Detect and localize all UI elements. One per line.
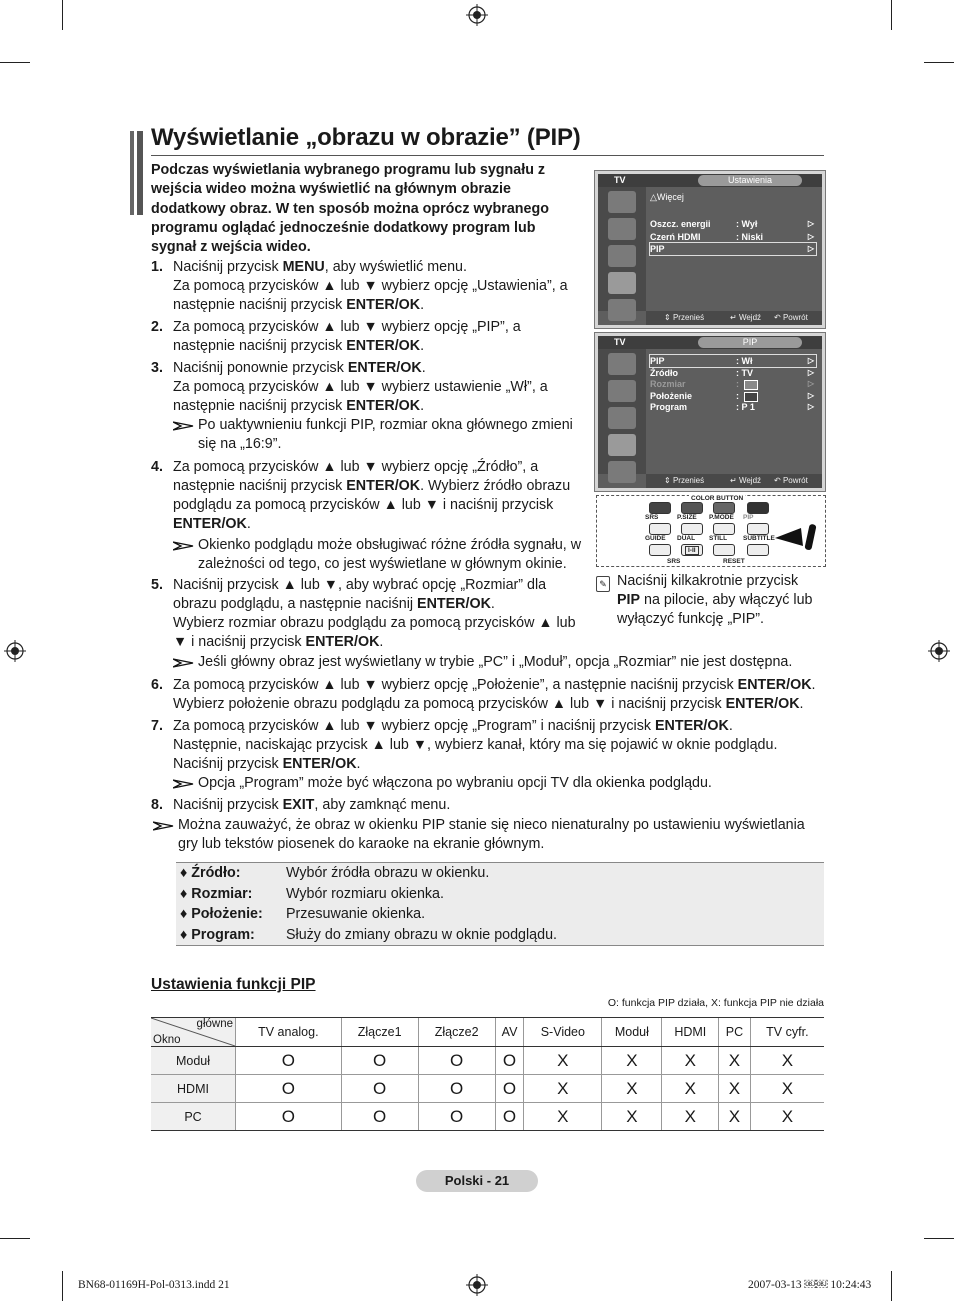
definition-key: ♦ Program: — [180, 926, 255, 943]
osd-pip-screen — [594, 332, 826, 492]
chevron-right-icon: ▷ — [807, 231, 814, 241]
table-cell: X — [524, 1075, 602, 1103]
table-column-header: Złącze2 — [418, 1018, 495, 1047]
osd-menu-row[interactable] — [650, 367, 816, 379]
corner-top-label: główne — [196, 1018, 233, 1030]
table-cell: X — [602, 1103, 662, 1131]
table-column-header: Złącze1 — [341, 1018, 418, 1047]
note-text: Jeśli główny obraz jest wyświetlany w trybie „PC” i „Moduł”, opcja „Rozmiar” nie jest dostępna. — [198, 654, 793, 670]
step-number: 7. — [151, 718, 163, 734]
osd-menu-row[interactable] — [650, 401, 816, 413]
remote-button-label: PIP — [743, 514, 754, 521]
table-cell: O — [236, 1103, 342, 1131]
channel-icon — [608, 245, 636, 267]
table-cell: X — [524, 1103, 602, 1131]
remote-button — [713, 544, 735, 556]
crop-mark — [891, 0, 892, 30]
remote-button — [649, 523, 671, 535]
table-column-header: PC — [719, 1018, 751, 1047]
crop-mark — [0, 62, 30, 63]
step-text: Naciśnij przycisk MENU, aby wyświetlić menu. Za pomocą przycisków ▲ lub ▼ wybierz opcję „Ustawienia”, a następnie naciśnij przycisk ENTER/OK. — [173, 259, 568, 313]
osd-header — [598, 174, 822, 187]
page-title: Wyświetlanie „obrazu w obrazie” (PIP) — [151, 124, 581, 151]
step-number: 3. — [151, 360, 163, 376]
osd-move-label: Przenieś — [672, 313, 705, 322]
file-name: BN68-01169H-Pol-0313.indd 21 — [78, 1279, 230, 1291]
osd-row-value: : — [736, 390, 739, 401]
step-text: Za pomocą przycisków ▲ lub ▼ wybierz opcję „PIP”, a następnie naciśnij przycisk ENTER/OK. — [173, 319, 521, 354]
table-cell: X — [662, 1103, 719, 1131]
input-icon — [608, 461, 636, 483]
table-cell: X — [662, 1075, 719, 1103]
note-text: Można zauważyć, że obraz w okienku PIP stanie się nieco nienaturalny po ustawieniu wyświetlania gry lub tekstów piosenek do karaoke na ekranie głównym. — [178, 817, 805, 852]
osd-header — [598, 336, 822, 349]
note-arrow-icon — [173, 417, 195, 436]
osd-back-label: Powrót — [782, 476, 808, 485]
osd-more-label: △Więcej — [650, 192, 684, 202]
remote-button — [713, 523, 735, 535]
osd-settings-screen — [594, 170, 826, 329]
note-arrow-icon — [173, 654, 195, 673]
table-row-header: Moduł — [151, 1047, 236, 1075]
table-cell: O — [418, 1075, 495, 1103]
step-text: Naciśnij ponownie przycisk ENTER/OK. Za pomocą przycisków ▲ lub ▼ wybierz ustawienie „Wł”, a następnie naciśnij przycisk ENTER/OK. — [173, 360, 548, 414]
table-subtitle: Ustawienia funkcji PIP — [151, 976, 316, 993]
picture-icon — [608, 353, 636, 375]
table-row-header: PC — [151, 1103, 236, 1131]
table-cell: O — [418, 1103, 495, 1131]
table-cell: O — [495, 1103, 524, 1131]
step-number: 5. — [151, 577, 163, 593]
color-button — [747, 502, 769, 514]
color-button-label: COLOR BUTTON — [691, 495, 744, 502]
intro-paragraph: Podczas wyświetlania wybranego programu lub sygnału z wejścia wideo można wyświetlić na głównym obrazie dodatkowy obraz. W ten sposób można oprócz wybranego programu oglądać jednocześnie dodatkowy program lub sygnał z wejścia wideo. — [151, 162, 549, 256]
pip-window-icon — [744, 392, 758, 402]
title-underline — [151, 155, 824, 156]
table-cell: X — [750, 1103, 824, 1131]
note-arrow-icon — [153, 817, 175, 836]
definition-text: Służy do zmiany obrazu w oknie podglądu. — [286, 926, 558, 943]
table-cell: O — [341, 1075, 418, 1103]
remote-bottom-label: RESET — [723, 558, 745, 565]
osd-row-value: : — [736, 379, 739, 389]
table-row — [151, 1075, 824, 1103]
title-accent-bar — [130, 131, 134, 215]
osd-row-value: : TV — [736, 367, 753, 378]
color-button — [649, 502, 671, 514]
osd-row-value: : P 1 — [736, 402, 755, 412]
pip-button-tip: Naciśnij kilkakrotnie przycisk PIP na pilocie, aby włączyć lub wyłączyć funkcję „PIP”. — [617, 573, 813, 627]
osd-enter-label: Wejdź — [738, 313, 762, 322]
table-cell: X — [602, 1075, 662, 1103]
definition-text: Wybór rozmiaru okienka. — [286, 885, 444, 902]
remote-button-label: SUBTITLE — [743, 535, 775, 542]
table-legend: O: funkcja PIP działa, X: funkcja PIP nie działa — [607, 997, 824, 1009]
remote-button-label: DUAL — [677, 535, 696, 542]
definition-text: Wybór źródła obrazu w okienku. — [286, 865, 490, 881]
table-column-header: HDMI — [662, 1018, 719, 1047]
remote-control-illustration — [596, 495, 826, 567]
note-text: Po uaktywnieniu funkcji PIP, rozmiar okna głównego zmieni się na „16:9”. — [198, 417, 573, 452]
chevron-right-icon: ▷ — [807, 367, 814, 377]
osd-tab-title: Ustawienia — [698, 175, 802, 186]
pointing-hand-icon — [775, 524, 821, 552]
pip-support-table — [151, 1017, 824, 1131]
definition-key: ♦ Rozmiar: — [180, 885, 253, 902]
crop-mark — [891, 1271, 892, 1301]
step-number: 8. — [151, 797, 163, 813]
table-cell: X — [602, 1047, 662, 1075]
osd-sidebar — [598, 349, 646, 474]
dual-symbol: I-II — [685, 546, 699, 555]
osd-row-label: Oszcz. energii — [650, 219, 711, 229]
remote-button-label: GUIDE — [645, 535, 666, 542]
remote-button — [649, 544, 671, 556]
remote-button — [747, 544, 769, 556]
table-cell: X — [662, 1047, 719, 1075]
definitions-box — [176, 862, 824, 946]
osd-row-value: : Niski — [736, 231, 764, 242]
print-date: 2007-03-13 ￼￼ 10:24:43 — [748, 1279, 872, 1291]
chevron-right-icon: ▷ — [807, 219, 814, 228]
step-text: Naciśnij przycisk ▲ lub ▼, aby wybrać opcję „Rozmiar” dla obrazu podglądu, a następnie naciśnij ENTER/OK. Wybierz rozmiar obrazu podglądu za pomocą przycisków ▲ lub ▼ i naciśnij przycisk ENTER/OK. — [173, 577, 576, 650]
osd-row-label: Źródło — [650, 367, 678, 378]
osd-tv-label: TV — [614, 337, 626, 347]
table-row — [151, 1103, 824, 1131]
input-icon — [608, 299, 636, 321]
remote-button-label: P.SIZE — [677, 514, 697, 521]
osd-footer: ⇕ Przenieś ↵ Wejdź ↶ Powrót — [646, 311, 822, 325]
registration-mark-icon — [466, 1274, 488, 1296]
step-number: 4. — [151, 459, 163, 475]
osd-menu-row[interactable] — [650, 355, 816, 367]
osd-enter-label: Wejdź — [738, 476, 762, 485]
note-text: Okienko podglądu może obsługiwać różne źródła sygnału, w zależności od tego, co jest wyświetlane w głównym okinie. — [198, 537, 582, 572]
remote-bottom-label: SRS — [667, 558, 681, 565]
osd-menu-row[interactable] — [650, 243, 816, 255]
registration-mark-icon — [4, 640, 26, 662]
table-column-header: TV cyfr. — [750, 1018, 824, 1047]
osd-row-label: Rozmiar — [650, 379, 686, 389]
crop-mark — [62, 0, 63, 30]
table-cell: O — [495, 1075, 524, 1103]
table-column-header: AV — [495, 1018, 524, 1047]
osd-tv-label: TV — [614, 175, 626, 185]
step-number: 2. — [151, 319, 163, 335]
chevron-right-icon: ▷ — [807, 379, 814, 388]
remote-button — [747, 523, 769, 535]
table-cell: X — [524, 1047, 602, 1075]
osd-back-label: Powrót — [782, 313, 808, 322]
remote-button — [681, 523, 703, 535]
chevron-right-icon: ▷ — [807, 356, 814, 365]
osd-row-label: Czerń HDMI — [650, 231, 701, 242]
osd-sidebar — [598, 187, 646, 311]
step-text: Za pomocą przycisków ▲ lub ▼ wybierz opcję „Położenie”, a następnie naciśnij przycisk ENTER/OK. Wybierz położenie obrazu podglądu za pomocą przycisków ▲ lub ▼ i naciśnij przycisk ENTER/OK. — [173, 677, 816, 712]
osd-row-label: PIP — [650, 356, 665, 366]
osd-move-label: Przenieś — [672, 476, 705, 485]
pip-window-icon — [744, 380, 758, 390]
note-icon: ✎ — [596, 576, 610, 592]
table-row — [151, 1047, 824, 1075]
step-text: Za pomocą przycisków ▲ lub ▼ wybierz opcję „Program” i naciśnij przycisk ENTER/OK. Następnie, naciskając przycisk ▲ lub ▼, wybierz kanał, który ma się pojawić w oknie podglądu. Naciśnij przycisk ENTER/OK. — [173, 718, 778, 772]
osd-menu-row[interactable] — [650, 378, 816, 390]
corner-bottom-label: Okno — [153, 1034, 181, 1046]
remote-button-label: P.MODE — [709, 514, 734, 521]
note-arrow-icon — [173, 537, 195, 556]
step-number: 6. — [151, 677, 163, 693]
sound-icon — [608, 218, 636, 240]
note-arrow-icon — [173, 775, 195, 794]
table-cell: O — [236, 1047, 342, 1075]
osd-row-label: Położenie — [650, 390, 693, 401]
table-column-header: Moduł — [602, 1018, 662, 1047]
osd-menu-row[interactable] — [650, 218, 816, 230]
chevron-right-icon: ▷ — [807, 244, 814, 253]
table-corner-cell — [151, 1018, 236, 1047]
setup-gear-icon — [608, 272, 636, 294]
osd-menu-row[interactable] — [650, 231, 816, 243]
osd-row-label: PIP — [650, 244, 665, 254]
page-number: Polski - 21 — [416, 1170, 538, 1192]
sound-icon — [608, 380, 636, 402]
table-cell: X — [719, 1075, 751, 1103]
table-cell: O — [236, 1075, 342, 1103]
remote-button-label: SRS — [645, 514, 659, 521]
chevron-right-icon: ▷ — [807, 402, 814, 411]
table-column-header: S-Video — [524, 1018, 602, 1047]
registration-mark-icon — [466, 4, 488, 26]
crop-mark — [924, 62, 954, 63]
table-cell: X — [750, 1075, 824, 1103]
step-number: 1. — [151, 259, 163, 275]
crop-mark — [924, 1238, 954, 1239]
osd-footer: ⇕ Przenieś ↵ Wejdź ↶ Powrót — [646, 474, 822, 488]
osd-row-value: : Wył — [736, 219, 758, 229]
table-cell: O — [341, 1103, 418, 1131]
table-cell: X — [750, 1047, 824, 1075]
registration-mark-icon — [928, 640, 950, 662]
remote-button-label: STILL — [709, 535, 728, 542]
osd-row-value: : Wł — [736, 356, 753, 366]
note-text: Opcja „Program” może być włączona po wybraniu opcji TV dla okienka podglądu. — [198, 775, 712, 791]
crop-mark — [0, 1238, 30, 1239]
chevron-right-icon: ▷ — [807, 390, 814, 400]
step-text: Za pomocą przycisków ▲ lub ▼ wybierz opcję „Źródło”, a następnie naciśnij przycisk ENTER/OK. Wybierz źródło obrazu podglądu za pomocą przycisków ▲ lub ▼ i naciśnij przycisk ENTER/OK. — [173, 459, 571, 532]
definition-key: ♦ Położenie: — [180, 906, 263, 922]
osd-row-label: Program — [650, 402, 688, 412]
channel-icon — [608, 407, 636, 429]
table-cell: X — [719, 1047, 751, 1075]
color-button — [681, 502, 703, 514]
table-cell: O — [341, 1047, 418, 1075]
table-cell: X — [719, 1103, 751, 1131]
title-accent-bar — [137, 131, 143, 215]
table-row-header: HDMI — [151, 1075, 236, 1103]
step-text: Naciśnij przycisk EXIT, aby zamknąć menu. — [173, 797, 451, 813]
definition-text: Przesuwanie okienka. — [286, 906, 426, 922]
crop-mark — [62, 1271, 63, 1301]
definition-key: ♦ Źródło: — [180, 865, 241, 881]
setup-gear-icon — [608, 434, 636, 456]
picture-icon — [608, 191, 636, 213]
table-cell: O — [495, 1047, 524, 1075]
color-button — [713, 502, 735, 514]
osd-tab-title: PIP — [698, 337, 802, 348]
table-column-header: TV analog. — [236, 1018, 342, 1047]
osd-menu-row[interactable] — [650, 390, 816, 402]
table-cell: O — [418, 1047, 495, 1075]
